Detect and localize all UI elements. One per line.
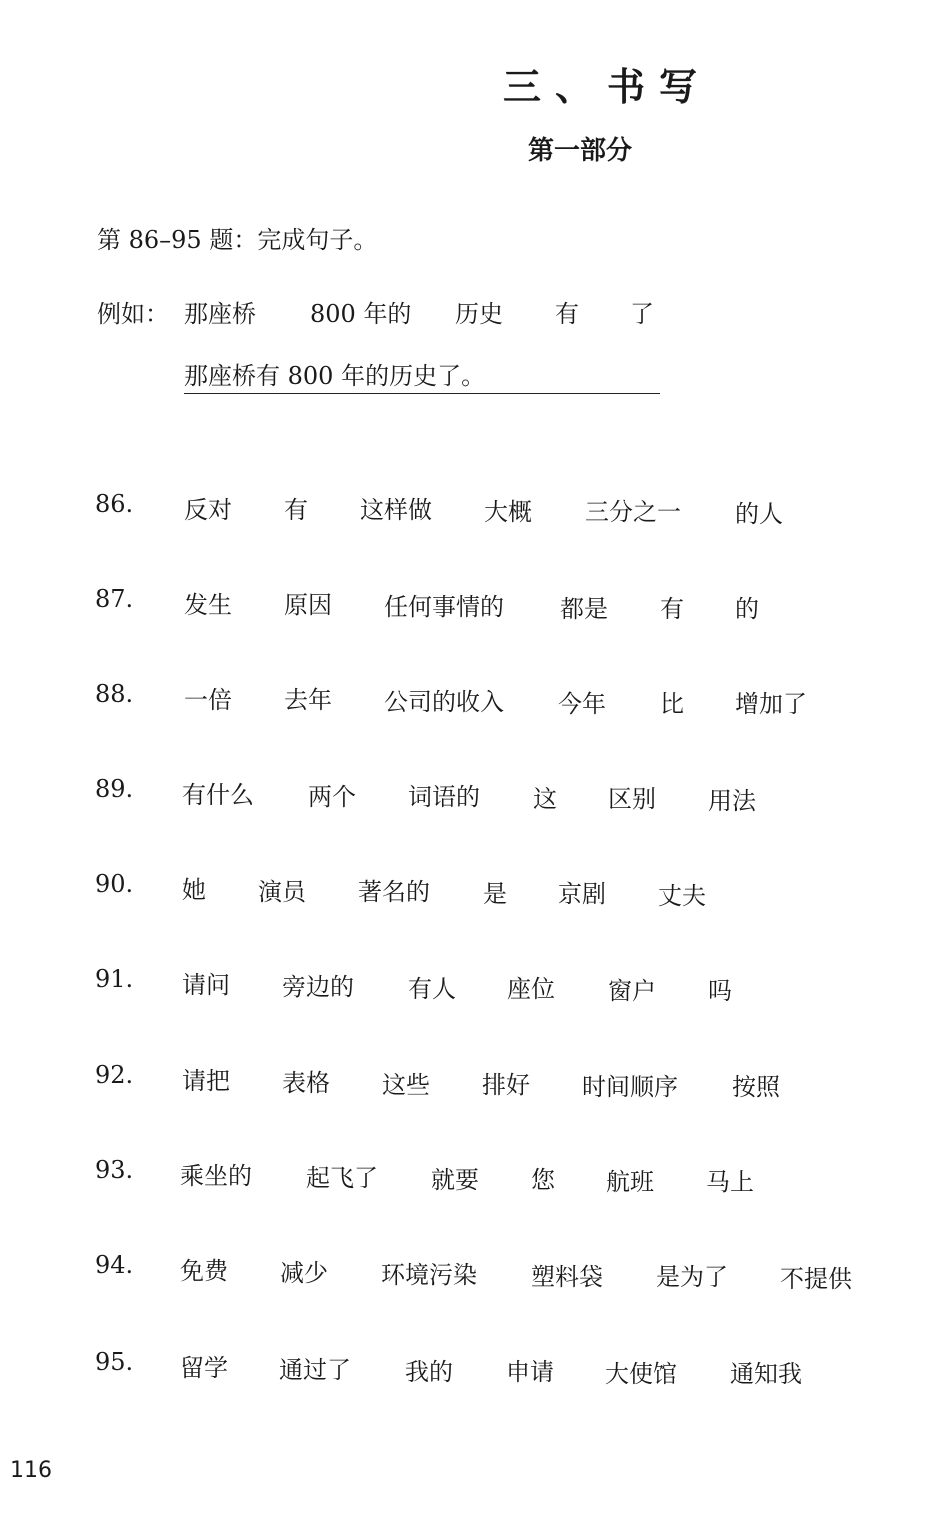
- word-tile: 您: [531, 1166, 555, 1194]
- word-tile: 一倍: [184, 686, 232, 714]
- question-number: 95.: [95, 1348, 134, 1376]
- word-tile: 乘坐的: [180, 1162, 252, 1190]
- word-tile: 是: [483, 880, 507, 908]
- word-tile: 有: [660, 595, 684, 623]
- word-tile: 航班: [606, 1168, 654, 1196]
- question-number: 88.: [95, 680, 134, 708]
- word-tile: 座位: [507, 975, 555, 1003]
- question-number: 86.: [95, 490, 134, 518]
- question-number: 90.: [95, 870, 134, 898]
- word-tile: 著名的: [358, 878, 430, 906]
- word-tile: 环境污染: [381, 1261, 477, 1289]
- word-tile: 大概: [484, 498, 532, 526]
- question-number: 94.: [95, 1251, 134, 1279]
- word-tile: 任何事情的: [384, 593, 504, 621]
- word-tile: 去年: [284, 686, 332, 714]
- word-tile: 三分之一: [585, 498, 681, 526]
- word-tile: 的: [735, 595, 759, 623]
- word-tile: 公司的收入: [384, 688, 504, 716]
- word-tile: 塑料袋: [531, 1263, 603, 1291]
- answer-underline: [184, 393, 660, 394]
- part-title: 第一部分: [528, 136, 633, 166]
- example-word: 了: [630, 300, 654, 328]
- word-tile: 留学: [180, 1354, 228, 1382]
- word-tile: 大使馆: [605, 1360, 677, 1388]
- word-tile: 用法: [708, 787, 756, 815]
- example-word: 历史: [455, 300, 503, 328]
- word-tile: 区别: [608, 785, 656, 813]
- example-label: 例如：: [97, 300, 169, 328]
- word-tile: 京剧: [558, 880, 606, 908]
- word-tile: 有什么: [182, 781, 254, 809]
- word-tile: 原因: [284, 591, 332, 619]
- word-tile: 起飞了: [306, 1164, 378, 1192]
- word-tile: 发生: [184, 591, 232, 619]
- word-tile: 有: [284, 496, 308, 524]
- word-tile: 就要: [431, 1166, 479, 1194]
- word-tile: 这: [533, 785, 557, 813]
- example-word: 有: [555, 300, 579, 328]
- word-tile: 词语的: [408, 783, 480, 811]
- word-tile: 我的: [405, 1358, 453, 1386]
- example-answer: 那座桥有 800 年的历史了。: [184, 362, 486, 390]
- word-tile: 比: [660, 690, 684, 718]
- word-tile: 请把: [182, 1067, 230, 1095]
- word-tile: 两个: [308, 783, 356, 811]
- question-number: 93.: [95, 1156, 134, 1184]
- word-tile: 这些: [382, 1071, 430, 1099]
- word-tile: 请问: [182, 971, 230, 999]
- question-number: 92.: [95, 1061, 134, 1089]
- word-tile: 丈夫: [658, 882, 706, 910]
- word-tile: 按照: [732, 1073, 780, 1101]
- word-tile: 马上: [706, 1168, 754, 1196]
- word-tile: 旁边的: [282, 973, 354, 1001]
- section-title: 三、书写: [503, 64, 712, 109]
- question-number: 91.: [95, 965, 134, 993]
- word-tile: 排好: [482, 1071, 530, 1099]
- word-tile: 申请: [506, 1358, 554, 1386]
- word-tile: 增加了: [735, 690, 807, 718]
- word-tile: 窗户: [608, 977, 656, 1005]
- word-tile: 时间顺序: [582, 1073, 678, 1101]
- page-number: 116: [10, 1458, 52, 1483]
- word-tile: 免费: [180, 1257, 228, 1285]
- word-tile: 这样做: [360, 496, 432, 524]
- word-tile: 她: [182, 876, 206, 904]
- question-number: 87.: [95, 585, 134, 613]
- word-tile: 有人: [408, 975, 456, 1003]
- instruction-text: 第 86–95 题：完成句子。: [97, 226, 378, 254]
- word-tile: 演员: [258, 878, 306, 906]
- word-tile: 是为了: [656, 1263, 728, 1291]
- word-tile: 表格: [282, 1069, 330, 1097]
- word-tile: 的人: [735, 500, 783, 528]
- word-tile: 减少: [280, 1259, 328, 1287]
- word-tile: 通知我: [730, 1360, 802, 1388]
- word-tile: 通过了: [279, 1356, 351, 1384]
- question-number: 89.: [95, 775, 134, 803]
- word-tile: 都是: [560, 595, 608, 623]
- word-tile: 反对: [184, 496, 232, 524]
- word-tile: 今年: [558, 690, 606, 718]
- example-word: 800 年的: [310, 300, 412, 328]
- word-tile: 不提供: [780, 1265, 852, 1293]
- example-word: 那座桥: [184, 300, 256, 328]
- word-tile: 吗: [708, 977, 732, 1005]
